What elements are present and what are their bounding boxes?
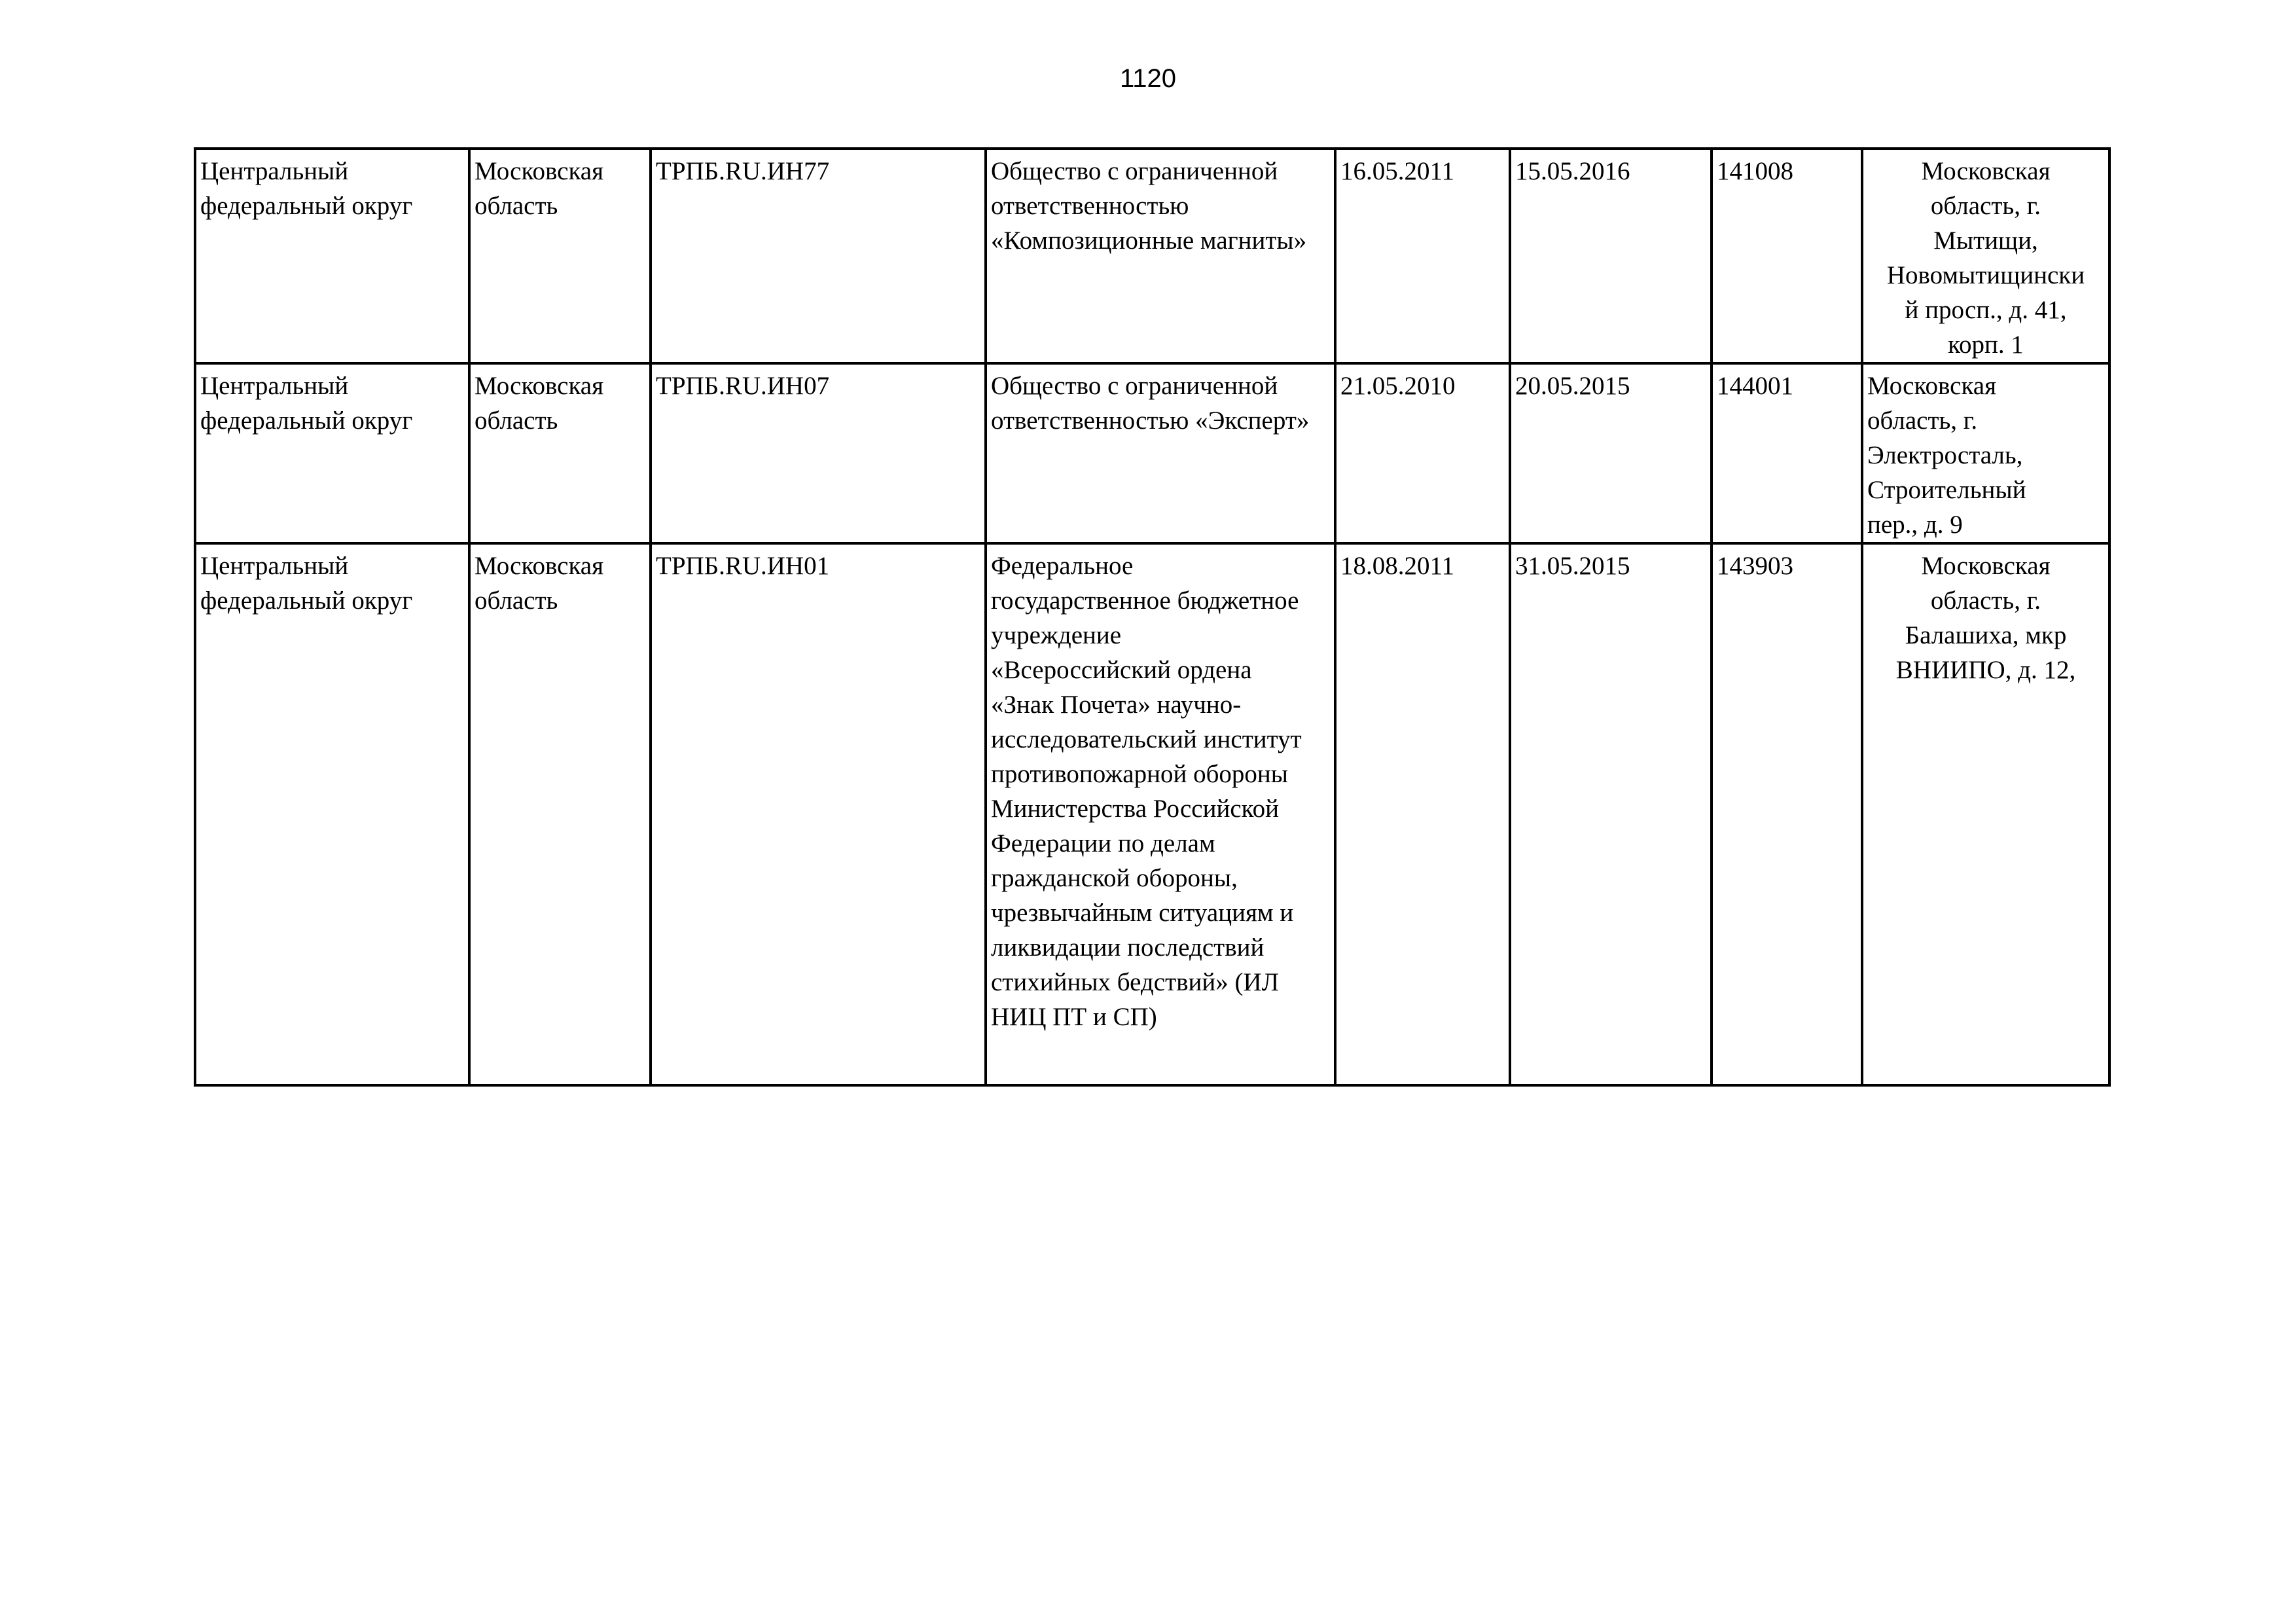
organization-line: Федерации по делам <box>991 829 1215 857</box>
organization-line: ответственностью «Эксперт» <box>991 406 1310 435</box>
region-cell <box>469 543 651 1085</box>
address-line: Мытищи, <box>1933 226 2038 255</box>
district-cell <box>195 149 469 363</box>
organization-line: НИЦ ПТ и СП) <box>991 1003 1157 1031</box>
district-cell <box>195 543 469 1085</box>
address-line: ВНИИПО, д. 12, <box>1895 656 2076 684</box>
region-line: Московская <box>475 372 604 400</box>
organization-line: «Знак Почета» научно- <box>991 691 1242 719</box>
date-start-text: 21.05.2010 <box>1340 372 1456 400</box>
address-line: Балашиха, мкр <box>1905 621 2067 649</box>
address-line: область, г. <box>1930 586 2041 615</box>
address-line: пер., д. 9 <box>1867 511 1963 539</box>
region-cell <box>469 149 651 363</box>
organization-cell <box>986 149 1335 363</box>
address-line: Московская <box>1867 372 1997 400</box>
certificate-code-cell <box>651 543 986 1085</box>
postcode-text: 143903 <box>1717 552 1793 580</box>
address-line: Новомытищински <box>1886 261 2085 289</box>
district-line: Центральный <box>200 552 349 580</box>
address-line: область, г. <box>1867 406 1978 435</box>
address-line: область, г. <box>1930 192 2041 220</box>
organization-line: чрезвычайным ситуациям и <box>991 899 1294 927</box>
address-line: й просп., д. 41, <box>1905 296 2067 324</box>
organization-cell <box>986 543 1335 1085</box>
region-line: область <box>475 406 558 435</box>
table-row <box>195 149 2109 363</box>
postcode-text: 144001 <box>1717 372 1793 400</box>
region-cell <box>469 363 651 543</box>
organization-line: ликвидации последствий <box>991 933 1265 962</box>
postcode-cell <box>1712 363 1862 543</box>
table-row <box>195 543 2109 1085</box>
date-end-text: 20.05.2015 <box>1515 372 1630 400</box>
certificate-code-text: ТРПБ.RU.ИН01 <box>656 552 830 580</box>
address-cell <box>1862 363 2109 543</box>
organization-line: «Композиционные магниты» <box>991 226 1307 255</box>
address-line: корп. 1 <box>1948 331 2024 359</box>
organization-line: «Всероссийский ордена <box>991 656 1252 684</box>
region-line: область <box>475 192 558 220</box>
organization-line: ответственностью <box>991 192 1189 220</box>
postcode-cell <box>1712 149 1862 363</box>
organization-line: гражданской обороны, <box>991 864 1238 892</box>
table-body <box>195 149 2109 1085</box>
organization-line: учреждение <box>991 621 1122 649</box>
organization-line: Министерства Российской <box>991 795 1279 823</box>
certificate-code-cell <box>651 149 986 363</box>
district-line: Центральный <box>200 157 349 185</box>
date-end-cell <box>1510 543 1712 1085</box>
organization-line: противопожарной обороны <box>991 760 1288 788</box>
address-line: Строительный <box>1867 476 2026 504</box>
district-line: федеральный округ <box>200 192 413 220</box>
address-line: Московская <box>1921 552 2051 580</box>
district-line: Центральный <box>200 372 349 400</box>
date-start-text: 18.08.2011 <box>1340 552 1455 580</box>
address-cell <box>1862 149 2109 363</box>
organization-line: Общество с ограниченной <box>991 157 1278 185</box>
date-start-cell <box>1335 149 1510 363</box>
date-end-cell <box>1510 363 1712 543</box>
region-line: Московская <box>475 552 604 580</box>
address-line: Московская <box>1921 157 2051 185</box>
district-line: федеральный округ <box>200 406 413 435</box>
district-line: федеральный округ <box>200 586 413 615</box>
date-start-text: 16.05.2011 <box>1340 157 1455 185</box>
address-cell <box>1862 543 2109 1085</box>
certificate-code-text: ТРПБ.RU.ИН07 <box>656 372 830 400</box>
date-end-text: 31.05.2015 <box>1515 552 1630 580</box>
certificate-code-text: ТРПБ.RU.ИН77 <box>656 157 830 185</box>
organization-line: Федеральное <box>991 552 1134 580</box>
organization-line: исследовательский институт <box>991 725 1302 753</box>
organization-line: Общество с ограниченной <box>991 372 1278 400</box>
postcode-cell <box>1712 543 1862 1085</box>
certificate-code-cell <box>651 363 986 543</box>
date-start-cell <box>1335 363 1510 543</box>
postcode-text: 141008 <box>1717 157 1793 185</box>
region-line: область <box>475 586 558 615</box>
organization-line: стихийных бедствий» (ИЛ <box>991 968 1280 996</box>
district-cell <box>195 363 469 543</box>
address-line: Электросталь, <box>1867 441 2023 469</box>
date-end-cell <box>1510 149 1712 363</box>
registry-table <box>194 147 2111 1087</box>
table-row <box>195 363 2109 543</box>
organization-line: государственное бюджетное <box>991 586 1299 615</box>
date-end-text: 15.05.2016 <box>1515 157 1630 185</box>
region-line: Московская <box>475 157 604 185</box>
organization-cell <box>986 363 1335 543</box>
date-start-cell <box>1335 543 1510 1085</box>
page-number: 1120 <box>1119 64 1176 93</box>
